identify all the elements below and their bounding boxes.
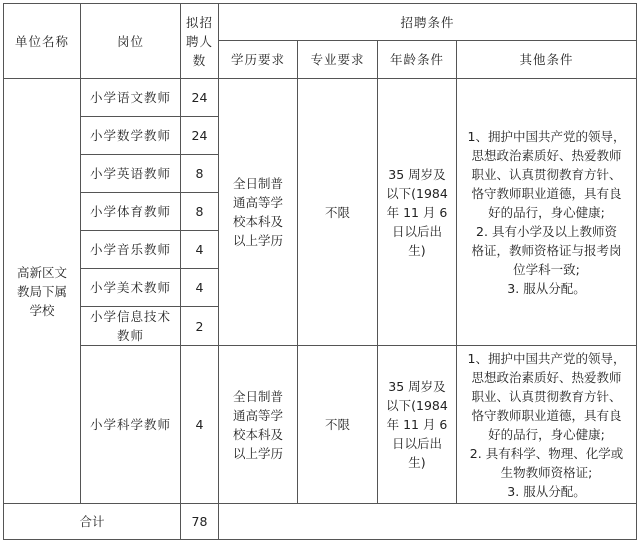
position-count: 8 [181, 155, 219, 193]
position-name-line: 小学信息技术 [89, 309, 171, 324]
age-line: 日以后出 [391, 223, 442, 239]
position-name: 小学美术教师 [81, 269, 181, 307]
age-line: 生) [408, 242, 426, 258]
position-count: 24 [181, 79, 219, 117]
age-line: 年 11 月 6 [386, 204, 448, 220]
other-line: 1、拥护中国共产党的领导， [467, 350, 626, 366]
age-line: 以下(1984 [386, 185, 448, 201]
age-line: 以下(1984 [386, 398, 448, 413]
other-line: 2. 具有科学、物理、化学或 [469, 445, 624, 461]
header-position: 岗位 [81, 4, 181, 79]
position-count: 4 [181, 346, 219, 504]
education-requirement [219, 79, 298, 346]
header-plan-line: 聘人 [185, 33, 213, 49]
age-line: 生) [408, 455, 426, 470]
unit-name-cell [4, 79, 81, 504]
position-name: 小学语文教师 [81, 79, 181, 117]
other-line: 1、拥护中国共产党的领导， [467, 128, 626, 144]
age-requirement [378, 346, 457, 504]
other-requirements [457, 79, 637, 346]
position-count: 4 [181, 269, 219, 307]
position-name [81, 307, 181, 346]
position-name: 小学科学教师 [81, 346, 181, 504]
position-count: 24 [181, 117, 219, 155]
unit-name-line: 学校 [29, 302, 55, 318]
other-line: 生物教师资格证; [500, 464, 593, 480]
other-requirements [457, 346, 637, 504]
education-line: 全日制普 [232, 176, 283, 191]
education-line: 通高等学 [232, 195, 283, 210]
header-plan-line: 拟招 [185, 14, 213, 30]
position-name: 小学英语教师 [81, 155, 181, 193]
total-label: 合计 [4, 504, 181, 540]
other-line: 职业、认真贯彻教育方针、 [471, 388, 622, 404]
header-unit-name: 单位名称 [4, 4, 81, 79]
major-requirement: 不限 [298, 79, 378, 346]
position-name-line: 教师 [116, 328, 144, 343]
age-line: 35 周岁及 [388, 166, 446, 182]
other-line: 思想政治素质好、热爱教师 [471, 147, 622, 163]
total-count: 78 [181, 504, 219, 540]
education-line: 校本科及 [232, 214, 283, 229]
total-empty-cell [219, 504, 637, 540]
other-line: 2. 具有小学及以上教师资 [476, 223, 617, 239]
education-line: 以上学历 [232, 445, 283, 461]
position-name: 小学体育教师 [81, 193, 181, 231]
education-line: 通高等学 [232, 407, 283, 423]
other-line: 3. 服从分配。 [507, 483, 586, 499]
other-line: 格证，教师资格证与报考岗 [471, 242, 622, 258]
header-education: 学历要求 [219, 41, 298, 79]
other-line: 好的品行，身心健康; [488, 204, 605, 220]
header-conditions: 招聘条件 [219, 4, 637, 41]
education-requirement [219, 346, 298, 504]
age-line: 35 周岁及 [388, 379, 446, 394]
header-plan-count [181, 4, 219, 79]
age-line: 年 11 月 6 [386, 417, 448, 432]
other-line: 恪守教师职业道德，具有良 [471, 185, 622, 201]
education-line: 全日制普 [232, 388, 283, 404]
position-count: 8 [181, 193, 219, 231]
other-line: 恪守教师职业道德，具有良 [471, 407, 622, 423]
header-other: 其他条件 [457, 41, 637, 79]
header-major: 专业要求 [298, 41, 378, 79]
other-line: 3. 服从分配。 [507, 280, 586, 296]
other-line: 位学科一致; [513, 261, 580, 277]
unit-name-line: 高新区文 [16, 264, 67, 280]
recruitment-table [3, 3, 637, 540]
other-line: 职业、认真贯彻教育方针、 [471, 166, 622, 182]
position-count: 2 [181, 307, 219, 346]
position-name: 小学音乐教师 [81, 231, 181, 269]
unit-name-line: 教局下属 [16, 283, 67, 299]
major-requirement: 不限 [298, 346, 378, 504]
other-line: 好的品行，身心健康; [488, 426, 605, 442]
age-line: 日以后出 [391, 436, 442, 451]
position-count: 4 [181, 231, 219, 269]
other-line: 思想政治素质好、热爱教师 [471, 369, 622, 385]
header-age: 年龄条件 [378, 41, 457, 79]
position-name: 小学数学教师 [81, 117, 181, 155]
age-requirement [378, 79, 457, 346]
education-line: 校本科及 [232, 426, 283, 442]
education-line: 以上学历 [232, 233, 283, 248]
header-plan-line: 数 [192, 52, 207, 68]
